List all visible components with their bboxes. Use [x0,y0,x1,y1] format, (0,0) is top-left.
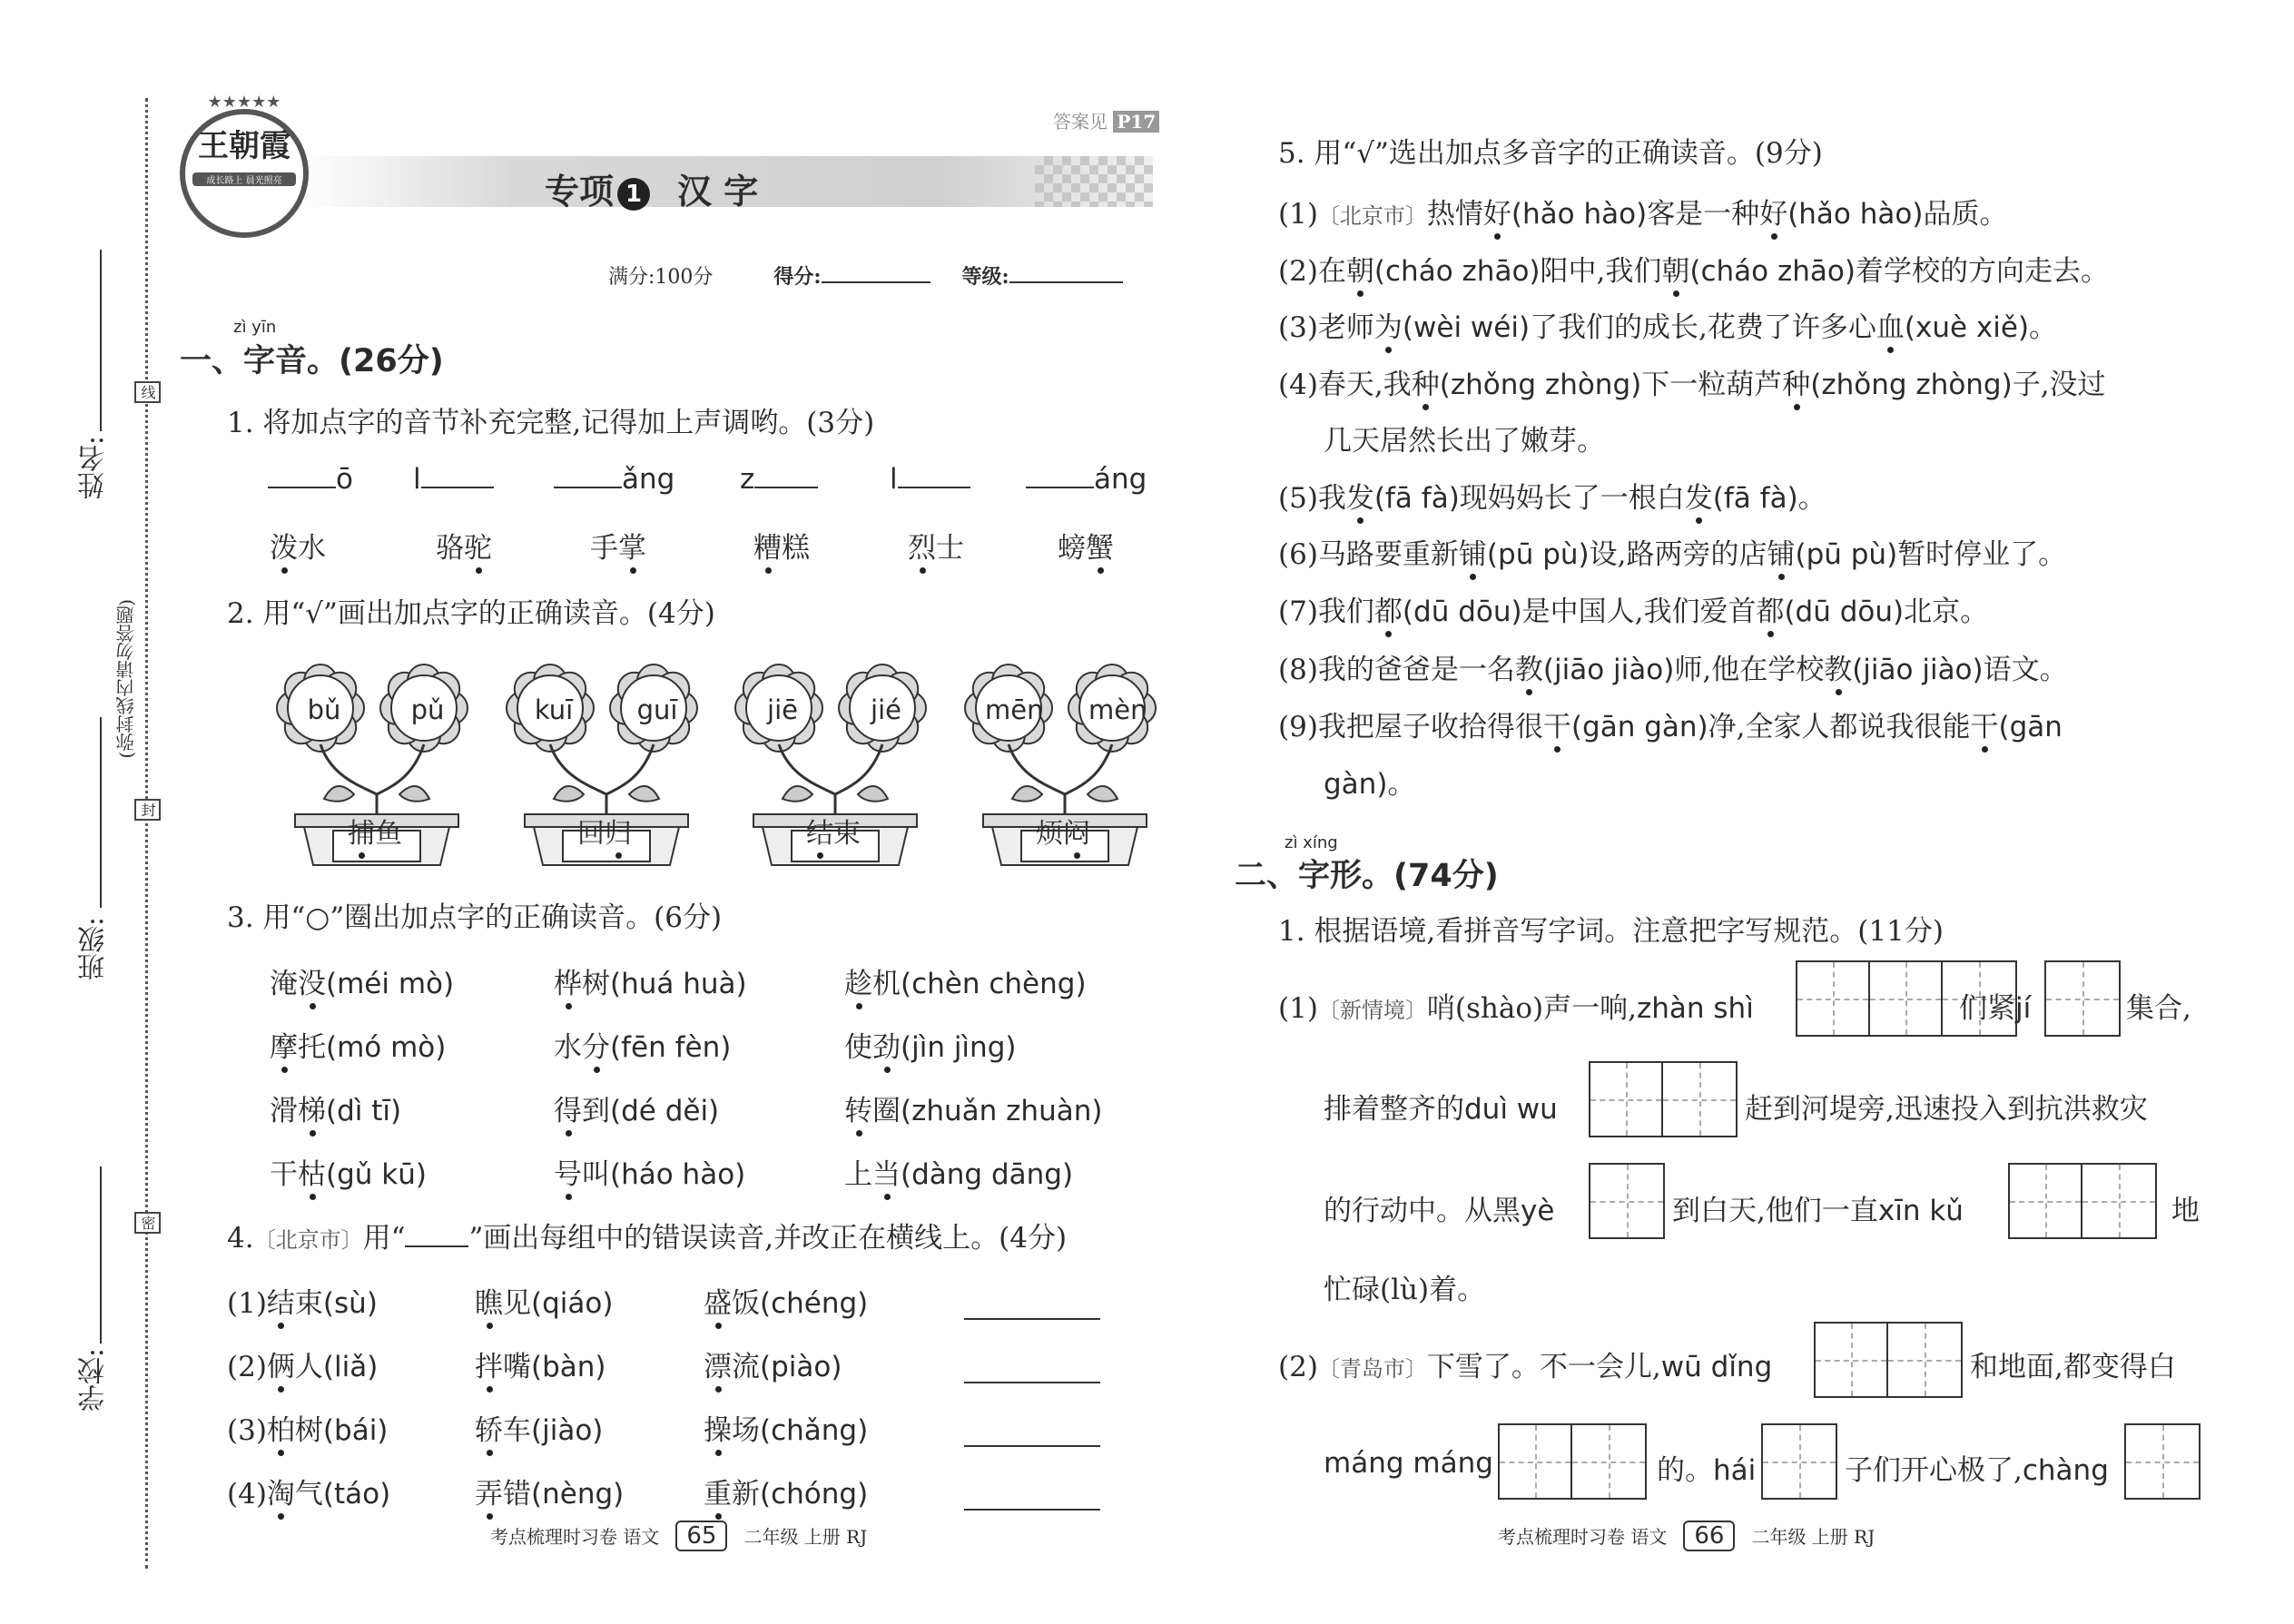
class-label: 班级: [78,917,110,981]
p1-line-3b: 到白天,他们一直xīn kǔ [1672,1195,1964,1227]
q3-item-10[interactable]: 干枯(gǔ kū) [270,1151,427,1192]
p2-line-2: máng máng [1324,1447,1493,1480]
q5-line-6: (6)马路要重新铺(pū pù)设,路两旁的店铺(pū pù)暂时停业了。 [1278,531,2066,572]
q5-line-9: (9)我把屋子收拾得很干(gān gàn)净,全家人都说我很能干(gān [1278,704,2063,744]
sec2-q1-text: 1. 根据语境,看拼音写字词。注意把字写规范。(11分) [1278,915,1944,948]
answer-reference [1053,107,1159,133]
q5-line-3: (3)老师为(wèi wéi)了我们的成长,花费了许多心血(xuè xiě)。 [1278,304,2057,345]
seal-mark-line: 线 [134,381,161,403]
seal-mark-seal: 封 [134,799,161,821]
q1-text: 1. 将加点字的音节补充完整,记得加上声调哟。(3分) [227,407,875,439]
flower-pinyin-4b[interactable]: mèn [1088,694,1147,725]
score-label: 得分: [773,265,822,289]
checker-pattern [1035,156,1153,207]
flower-pinyin-3b[interactable]: jié [871,694,901,725]
score-line [608,261,1123,290]
q4-answer-line-4[interactable] [964,1509,1100,1511]
p1-grid-xinku[interactable] [2008,1163,2157,1239]
answer-ref-label: 答案见 [1053,111,1108,133]
q4-row-4-b: 弄错(nèng) [475,1471,624,1511]
q1-blank-4[interactable]: z [740,463,818,496]
q1-word-5: 烈士 [908,525,964,566]
q5-line-9b: gàn)。 [1324,768,1416,801]
grade-label: 等级: [961,265,1009,289]
q1-word-2: 骆驼 [436,525,492,566]
sec1-heading: 一、字音。(26分) [180,343,444,379]
q2-text: 2. 用“√”画出加点字的正确读音。(4分) [227,597,715,630]
class-line[interactable] [100,717,102,908]
p2-grid-mangmang[interactable] [1498,1423,1647,1500]
q1-blank-1[interactable]: ō [268,463,353,496]
q3-item-8[interactable]: 得到(dé děi) [554,1088,719,1128]
p1-line-2b: 赶到河堤旁,迅速投入到抗洪救灾 [1745,1093,2148,1126]
q3-item-7[interactable]: 滑梯(dì tī) [270,1088,401,1128]
flower-pinyin-1a[interactable]: bǔ [307,694,341,725]
p2-grid-chang[interactable] [2124,1423,2200,1500]
logo-badge [180,93,309,238]
q4-answer-line-1[interactable] [964,1318,1100,1320]
p2-line-2c: 子们开心极了,chàng [1845,1454,2109,1487]
flower-pinyin-1b[interactable]: pǔ [410,694,445,725]
q3-item-11[interactable]: 号叫(háo hào) [554,1151,745,1192]
q3-item-12[interactable]: 上当(dàng dāng) [844,1151,1073,1192]
score-field[interactable] [822,281,930,283]
p1-grid-ji[interactable] [2044,960,2121,1037]
q3-item-2[interactable]: 桦树(huá huà) [554,960,747,1001]
school-line[interactable] [100,1166,102,1343]
sec2-ruby: zì xíng [1285,833,1338,852]
q1-blank-5[interactable]: l [890,463,970,496]
q4-row-4-c: 重新(chóng) [704,1471,868,1511]
p1-grid-duiwu[interactable] [1589,1061,1738,1137]
q5-line-8: (8)我的爸爸是一名教(jiāo jiào)师,他在学校教(jiāo jiào)语文。 [1278,646,2068,687]
p2-line-1b: 和地面,都变得白 [1970,1351,2176,1383]
school-label: 学校: [78,1348,110,1412]
q3-text: 3. 用“○”圈出加点字的正确读音。(6分) [227,901,723,934]
q1-word-1: 泼水 [270,525,326,566]
p1-line-3: 的行动中。从黑yè [1324,1195,1555,1227]
q3-item-6[interactable]: 使劲(jìn jìng) [844,1024,1016,1065]
seal-note: (弥封线内请勿答题) [115,599,137,759]
p1-line-1c: 集合, [2126,992,2191,1025]
p1-line-2: 排着整齐的duì wu [1324,1093,1558,1126]
q4-row-4: (4)淘气(táo) [227,1471,390,1511]
footer-left: 考点梳理时习卷 语文 65 二年级 上册 RJ [490,1522,868,1550]
q1-word-6: 螃蟹 [1058,525,1114,566]
q4-row-2-b: 拌嘴(bàn) [475,1343,606,1384]
page-number-left: 65 [675,1521,727,1551]
flower-word-4: 烦闷 [1036,811,1090,851]
grade-field[interactable] [1009,281,1123,283]
p1-line-1: (1)〔新情境〕哨(shào)声一响,zhàn shì [1278,992,1754,1025]
logo-stars-icon: ★★★★★ [207,93,281,112]
q4-text: 4.〔北京市〕用“ ”画出每组中的错误读音,并改正在横线上。(4分) [227,1222,1068,1255]
q1-blank-2[interactable]: l [413,463,494,496]
q3-item-1[interactable]: 淹没(méi mò) [270,960,454,1001]
footer-right: 考点梳理时习卷 语文 66 二年级 上册 RJ [1498,1522,1876,1550]
q1-blank-6[interactable]: áng [1026,463,1147,496]
q4-answer-line-2[interactable] [964,1382,1100,1383]
q5-line-2: (2)在朝(cháo zhāo)阳中,我们朝(cháo zhāo)着学校的方向走去。 [1278,248,2109,289]
binding-dotted-line [145,98,148,1569]
name-label: 姓名: [78,436,110,500]
flower-word-1: 捕鱼 [348,811,402,851]
q5-line-4b: 几天居然长出了嫩芽。 [1324,425,1605,458]
title-prefix: 专项 [545,172,615,212]
p2-line-1: (2)〔青岛市〕下雪了。不一会儿,wū dǐng [1278,1351,1773,1383]
flower-pinyin-2a[interactable]: kuī [534,694,574,725]
q3-item-9[interactable]: 转圈(zhuǎn zhuàn) [844,1088,1102,1128]
p2-line-2b: 的。hái [1657,1454,1757,1487]
q3-item-4[interactable]: 摩托(mó mò) [270,1024,446,1065]
q1-blank-3[interactable]: ǎng [554,463,674,496]
q1-word-3: 手掌 [590,525,646,566]
q4-row-1: (1)结束(sù) [227,1280,378,1321]
p2-grid-wuding[interactable] [1814,1322,1963,1398]
flower-pinyin-3a[interactable]: jiē [767,694,798,725]
q5-line-1: (1)〔北京市〕热情好(hǎo hào)客是一种好(hǎo hào)品质。 [1278,191,2007,231]
full-score: 满分:100分 [608,266,714,289]
q3-item-5[interactable]: 水分(fēn fèn) [554,1024,731,1065]
q5-line-4: (4)春天,我种(zhǒng zhòng)下一粒葫芦种(zhǒng zhòng)子,没过 [1278,361,2106,402]
name-line[interactable] [100,250,102,431]
q4-row-2: (2)俩人(liǎ) [227,1343,378,1384]
flower-pinyin-2b[interactable]: guī [636,694,678,725]
page-number-right: 66 [1683,1521,1735,1551]
answer-ref-page: P17 [1113,111,1159,133]
flower-word-2: 回归 [577,811,632,851]
p1-grid-ye[interactable] [1589,1163,1665,1239]
logo-text: 王朝霞 [198,128,290,164]
sec1-ruby: zì yīn [233,318,277,337]
q4-row-3: (3)柏树(bái) [227,1407,388,1448]
page-title [545,163,758,213]
q1-word-4: 糟糕 [753,525,810,566]
p1-line-4: 忙碌(lù)着。 [1324,1274,1486,1306]
p1-line-3c: 地 [2171,1195,2200,1227]
p1-line-1b: 们紧jí [1959,992,2032,1025]
q4-answer-line-3[interactable] [964,1445,1100,1447]
title-number: 1 [617,178,650,211]
q5-line-5: (5)我发(fā fà)现妈妈长了一根白发(fā fà)。 [1278,475,1826,516]
q4-row-3-c: 操场(chǎng) [704,1407,868,1448]
q4-row-1-b: 瞧见(qiáo) [475,1280,613,1321]
q5-line-7: (7)我们都(dū dōu)是中国人,我们爱首都(dū dōu)北京。 [1278,588,1988,629]
q3-item-3[interactable]: 趁机(chèn chèng) [844,960,1087,1001]
sec2-heading: 二、字形。(74分) [1235,858,1499,894]
seal-mark-secret: 密 [134,1212,161,1234]
q5-text: 5. 用“√”选出加点多音字的正确读音。(9分) [1278,137,1823,170]
title-main: 汉 字 [677,172,759,212]
q4-row-3-b: 轿车(jiào) [475,1407,603,1448]
flower-word-3: 结束 [806,811,861,851]
q4-row-2-c: 漂流(piào) [704,1343,842,1384]
flower-pinyin-4a[interactable]: mēn [985,694,1044,725]
p2-grid-hai[interactable] [1761,1423,1837,1500]
logo-sub: 成长路上 晨光照亮 [192,172,296,186]
q4-row-1-c: 盛饭(chéng) [704,1280,868,1321]
